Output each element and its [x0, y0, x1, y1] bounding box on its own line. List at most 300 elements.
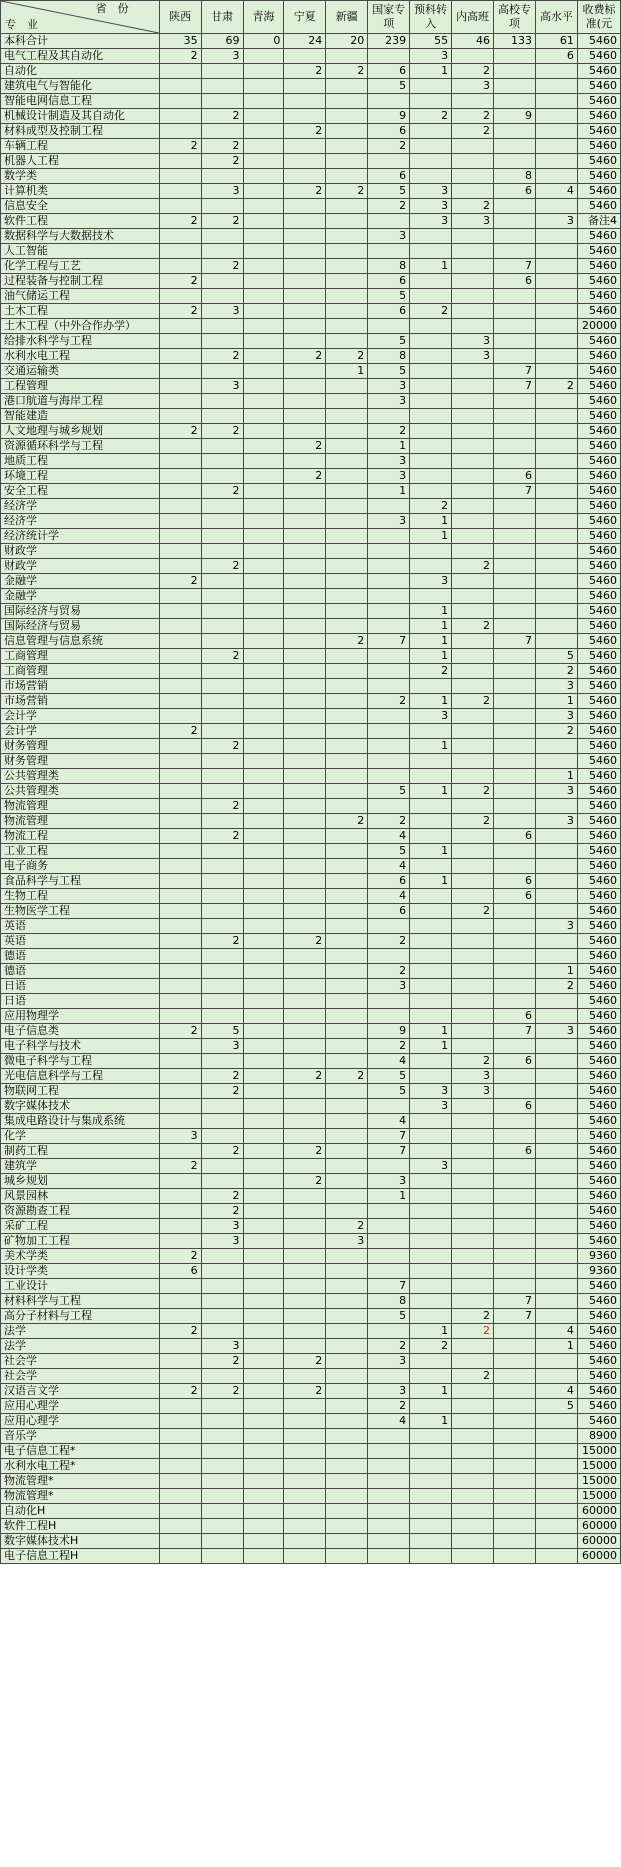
value-cell: [159, 94, 201, 109]
value-cell: [535, 1144, 577, 1159]
value-cell: [535, 289, 577, 304]
value-cell: [535, 574, 577, 589]
value-cell: [535, 514, 577, 529]
value-cell: 3: [368, 514, 410, 529]
value-cell: [284, 409, 326, 424]
value-cell: 5460: [577, 649, 620, 664]
value-cell: [243, 199, 284, 214]
major-name-cell: 法学: [1, 1324, 160, 1339]
value-cell: 5460: [577, 184, 620, 199]
value-cell: [410, 469, 452, 484]
value-cell: [243, 424, 284, 439]
value-cell: [243, 964, 284, 979]
value-cell: [326, 1459, 368, 1474]
value-cell: [494, 1264, 536, 1279]
value-cell: 2: [368, 139, 410, 154]
value-cell: [201, 1489, 243, 1504]
value-cell: [159, 199, 201, 214]
value-cell: [243, 214, 284, 229]
value-cell: 1: [410, 604, 452, 619]
value-cell: [452, 49, 494, 64]
value-cell: [535, 469, 577, 484]
value-cell: 9360: [577, 1249, 620, 1264]
value-cell: [494, 799, 536, 814]
value-cell: [410, 1504, 452, 1519]
value-cell: 5: [368, 1069, 410, 1084]
value-cell: [452, 169, 494, 184]
value-cell: 5: [201, 1024, 243, 1039]
major-name-cell: 应用物理学: [1, 1009, 160, 1024]
value-cell: 5460: [577, 379, 620, 394]
major-name-cell: 物流管理*: [1, 1489, 160, 1504]
value-cell: [494, 214, 536, 229]
value-cell: [243, 1204, 284, 1219]
value-cell: [368, 649, 410, 664]
value-cell: [284, 1234, 326, 1249]
major-name-cell: 公共管理类: [1, 784, 160, 799]
value-cell: 5460: [577, 154, 620, 169]
value-cell: [452, 934, 494, 949]
value-cell: [284, 1249, 326, 1264]
value-cell: 2: [535, 379, 577, 394]
value-cell: 2: [201, 259, 243, 274]
value-cell: 2: [368, 814, 410, 829]
value-cell: [284, 919, 326, 934]
value-cell: 5460: [577, 1399, 620, 1414]
value-cell: [201, 289, 243, 304]
value-cell: [243, 1144, 284, 1159]
value-cell: 35: [159, 34, 201, 49]
value-cell: [326, 469, 368, 484]
value-cell: [284, 49, 326, 64]
value-cell: 2: [326, 1069, 368, 1084]
value-cell: [243, 1459, 284, 1474]
table-row: [1, 619, 621, 634]
value-cell: [243, 694, 284, 709]
value-cell: 15000: [577, 1489, 620, 1504]
value-cell: [243, 949, 284, 964]
major-name-cell: 油气储运工程: [1, 289, 160, 304]
value-cell: 5460: [577, 1009, 620, 1024]
value-cell: [326, 1294, 368, 1309]
value-cell: 5460: [577, 1189, 620, 1204]
table-row: [1, 244, 621, 259]
value-cell: 6: [494, 829, 536, 844]
value-cell: 2: [368, 934, 410, 949]
major-name-cell: 社会学: [1, 1354, 160, 1369]
value-cell: [410, 949, 452, 964]
value-cell: [410, 814, 452, 829]
value-cell: 2: [159, 274, 201, 289]
value-cell: [535, 64, 577, 79]
value-cell: [243, 349, 284, 364]
major-name-cell: 生物医学工程: [1, 904, 160, 919]
value-cell: 4: [535, 1324, 577, 1339]
value-cell: 5: [535, 649, 577, 664]
value-cell: [243, 1084, 284, 1099]
value-cell: [284, 874, 326, 889]
value-cell: [410, 1519, 452, 1534]
corner-header: [1, 1, 160, 34]
major-name-cell: 机器人工程: [1, 154, 160, 169]
value-cell: [243, 394, 284, 409]
value-cell: 2: [284, 934, 326, 949]
value-cell: [494, 409, 536, 424]
table-row: [1, 574, 621, 589]
value-cell: [243, 1384, 284, 1399]
table-row: [1, 799, 621, 814]
value-cell: 2: [410, 664, 452, 679]
value-cell: [326, 274, 368, 289]
value-cell: [452, 229, 494, 244]
value-cell: [326, 979, 368, 994]
value-cell: [494, 1189, 536, 1204]
value-cell: 3: [535, 784, 577, 799]
value-cell: [159, 679, 201, 694]
value-cell: 5460: [577, 484, 620, 499]
value-cell: 3: [368, 379, 410, 394]
value-cell: [494, 394, 536, 409]
value-cell: [535, 484, 577, 499]
value-cell: 1: [410, 1414, 452, 1429]
value-cell: [535, 1504, 577, 1519]
value-cell: [243, 739, 284, 754]
value-cell: [410, 154, 452, 169]
value-cell: [494, 754, 536, 769]
value-cell: 5460: [577, 34, 620, 49]
table-row: [1, 844, 621, 859]
value-cell: [201, 1444, 243, 1459]
value-cell: [452, 1114, 494, 1129]
value-cell: 2: [201, 799, 243, 814]
value-cell: [452, 1264, 494, 1279]
table-row: [1, 349, 621, 364]
value-cell: 5460: [577, 334, 620, 349]
value-cell: [159, 1294, 201, 1309]
value-cell: [243, 1264, 284, 1279]
value-cell: 2: [452, 904, 494, 919]
value-cell: [284, 1534, 326, 1549]
value-cell: 5460: [577, 304, 620, 319]
value-cell: [494, 439, 536, 454]
value-cell: [452, 949, 494, 964]
major-name-cell: 水利水电工程: [1, 349, 160, 364]
value-cell: [284, 1519, 326, 1534]
value-cell: [535, 874, 577, 889]
value-cell: [535, 1474, 577, 1489]
value-cell: [494, 1459, 536, 1474]
value-cell: [284, 499, 326, 514]
value-cell: 5460: [577, 1339, 620, 1354]
value-cell: [494, 1219, 536, 1234]
value-cell: 2: [452, 1369, 494, 1384]
value-cell: [284, 109, 326, 124]
value-cell: [368, 49, 410, 64]
value-cell: 1: [410, 1039, 452, 1054]
value-cell: 3: [410, 184, 452, 199]
value-cell: [452, 154, 494, 169]
value-cell: [452, 1294, 494, 1309]
major-name-cell: 安全工程: [1, 484, 160, 499]
value-cell: [410, 424, 452, 439]
value-cell: [326, 424, 368, 439]
major-name-cell: 经济学: [1, 514, 160, 529]
value-cell: [201, 754, 243, 769]
value-cell: [159, 544, 201, 559]
value-cell: [535, 394, 577, 409]
value-cell: [452, 274, 494, 289]
value-cell: [201, 334, 243, 349]
value-cell: [284, 259, 326, 274]
table-row: [1, 1084, 621, 1099]
value-cell: [410, 979, 452, 994]
value-cell: 1: [410, 694, 452, 709]
value-cell: [452, 1039, 494, 1054]
value-cell: [243, 499, 284, 514]
value-cell: [284, 754, 326, 769]
value-cell: [494, 814, 536, 829]
value-cell: 5460: [577, 1144, 620, 1159]
value-cell: [284, 1264, 326, 1279]
value-cell: [326, 1534, 368, 1549]
value-cell: [284, 289, 326, 304]
value-cell: 5460: [577, 784, 620, 799]
table-row: [1, 1354, 621, 1369]
value-cell: [284, 559, 326, 574]
table-row: [1, 1399, 621, 1414]
value-cell: [243, 664, 284, 679]
value-cell: [410, 934, 452, 949]
value-cell: [452, 1144, 494, 1159]
value-cell: 4: [368, 829, 410, 844]
value-cell: 6: [494, 1054, 536, 1069]
value-cell: [284, 1549, 326, 1564]
value-cell: [494, 1474, 536, 1489]
table-row: [1, 559, 621, 574]
value-cell: [494, 1549, 536, 1564]
value-cell: [326, 109, 368, 124]
major-name-cell: 日语: [1, 994, 160, 1009]
value-cell: [452, 1384, 494, 1399]
value-cell: [494, 994, 536, 1009]
table-row: [1, 1444, 621, 1459]
value-cell: [326, 1309, 368, 1324]
value-cell: [159, 859, 201, 874]
value-cell: 2: [284, 64, 326, 79]
value-cell: [159, 1099, 201, 1114]
value-cell: [410, 1399, 452, 1414]
value-cell: [494, 1519, 536, 1534]
value-cell: 2: [201, 214, 243, 229]
value-cell: 2: [368, 1039, 410, 1054]
value-cell: [452, 739, 494, 754]
value-cell: [368, 1099, 410, 1114]
value-cell: [494, 319, 536, 334]
value-cell: [326, 79, 368, 94]
value-cell: 2: [452, 64, 494, 79]
value-cell: 5460: [577, 919, 620, 934]
value-cell: [368, 1369, 410, 1384]
value-cell: [368, 619, 410, 634]
value-cell: [243, 259, 284, 274]
major-name-cell: 日语: [1, 979, 160, 994]
value-cell: [201, 1369, 243, 1384]
value-cell: [410, 1444, 452, 1459]
table-row: [1, 709, 621, 724]
value-cell: 3: [410, 1159, 452, 1174]
value-cell: [494, 1129, 536, 1144]
value-cell: [494, 1069, 536, 1084]
major-name-cell: 城乡规划: [1, 1174, 160, 1189]
col-header-fee: 收费标准(元: [577, 1, 620, 34]
major-name-cell: 财务管理: [1, 754, 160, 769]
value-cell: 15000: [577, 1459, 620, 1474]
value-cell: [535, 409, 577, 424]
value-cell: 5460: [577, 529, 620, 544]
value-cell: [284, 79, 326, 94]
value-cell: 2: [159, 1384, 201, 1399]
value-cell: [368, 1249, 410, 1264]
value-cell: [452, 1024, 494, 1039]
value-cell: [410, 484, 452, 499]
value-cell: [535, 844, 577, 859]
value-cell: [494, 1399, 536, 1414]
value-cell: [494, 1204, 536, 1219]
value-cell: [494, 304, 536, 319]
value-cell: [368, 1504, 410, 1519]
value-cell: 5460: [577, 124, 620, 139]
value-cell: [326, 1009, 368, 1024]
value-cell: 7: [494, 634, 536, 649]
table-row: [1, 889, 621, 904]
value-cell: [326, 754, 368, 769]
value-cell: [243, 1174, 284, 1189]
value-cell: [494, 1234, 536, 1249]
value-cell: [159, 244, 201, 259]
value-cell: [452, 1279, 494, 1294]
value-cell: [159, 1204, 201, 1219]
value-cell: [494, 334, 536, 349]
value-cell: [494, 709, 536, 724]
value-cell: [326, 799, 368, 814]
value-cell: [284, 1204, 326, 1219]
value-cell: [284, 604, 326, 619]
value-cell: [452, 709, 494, 724]
value-cell: 3: [368, 454, 410, 469]
value-cell: [201, 904, 243, 919]
value-cell: [494, 589, 536, 604]
value-cell: [243, 514, 284, 529]
value-cell: 2: [159, 1249, 201, 1264]
value-cell: [326, 1129, 368, 1144]
value-cell: [243, 844, 284, 859]
value-cell: [535, 1129, 577, 1144]
value-cell: [494, 94, 536, 109]
value-cell: [326, 934, 368, 949]
value-cell: [410, 1489, 452, 1504]
major-name-cell: 法学: [1, 1339, 160, 1354]
value-cell: [159, 1489, 201, 1504]
value-cell: [452, 1459, 494, 1474]
value-cell: [326, 1429, 368, 1444]
value-cell: [326, 409, 368, 424]
value-cell: [201, 1459, 243, 1474]
value-cell: [243, 49, 284, 64]
value-cell: 2: [284, 469, 326, 484]
value-cell: [159, 1309, 201, 1324]
value-cell: [284, 1414, 326, 1429]
value-cell: [284, 229, 326, 244]
value-cell: [368, 319, 410, 334]
value-cell: 5: [368, 289, 410, 304]
value-cell: [452, 469, 494, 484]
value-cell: [494, 1084, 536, 1099]
value-cell: [535, 154, 577, 169]
value-cell: 7: [368, 1144, 410, 1159]
value-cell: [368, 154, 410, 169]
value-cell: [535, 79, 577, 94]
value-cell: [535, 1534, 577, 1549]
value-cell: [535, 1039, 577, 1054]
value-cell: [494, 124, 536, 139]
value-cell: [494, 844, 536, 859]
value-cell: [243, 784, 284, 799]
major-name-cell: 设计学类: [1, 1264, 160, 1279]
value-cell: [535, 529, 577, 544]
value-cell: 3: [410, 199, 452, 214]
value-cell: [452, 829, 494, 844]
value-cell: [535, 559, 577, 574]
value-cell: [326, 664, 368, 679]
value-cell: [494, 229, 536, 244]
value-cell: [410, 1234, 452, 1249]
col-header-gansu: 甘肃: [201, 1, 243, 34]
value-cell: [159, 379, 201, 394]
value-cell: 5460: [577, 424, 620, 439]
value-cell: [201, 1519, 243, 1534]
value-cell: [159, 874, 201, 889]
value-cell: [535, 1069, 577, 1084]
table-row: [1, 649, 621, 664]
value-cell: [201, 244, 243, 259]
value-cell: 1: [535, 769, 577, 784]
value-cell: [284, 1504, 326, 1519]
major-name-cell: 财政学: [1, 559, 160, 574]
value-cell: [326, 994, 368, 1009]
value-cell: [410, 889, 452, 904]
value-cell: [452, 1489, 494, 1504]
table-row: [1, 289, 621, 304]
value-cell: [326, 1204, 368, 1219]
value-cell: 3: [410, 574, 452, 589]
value-cell: [326, 694, 368, 709]
value-cell: [284, 514, 326, 529]
value-cell: 7: [494, 1024, 536, 1039]
value-cell: [284, 859, 326, 874]
value-cell: [326, 484, 368, 499]
value-cell: 2: [159, 724, 201, 739]
value-cell: [201, 859, 243, 874]
value-cell: [243, 139, 284, 154]
value-cell: [410, 859, 452, 874]
value-cell: [201, 439, 243, 454]
table-row: [1, 139, 621, 154]
value-cell: [535, 1354, 577, 1369]
value-cell: [326, 394, 368, 409]
table-row: [1, 304, 621, 319]
value-cell: [159, 1009, 201, 1024]
value-cell: [326, 1174, 368, 1189]
